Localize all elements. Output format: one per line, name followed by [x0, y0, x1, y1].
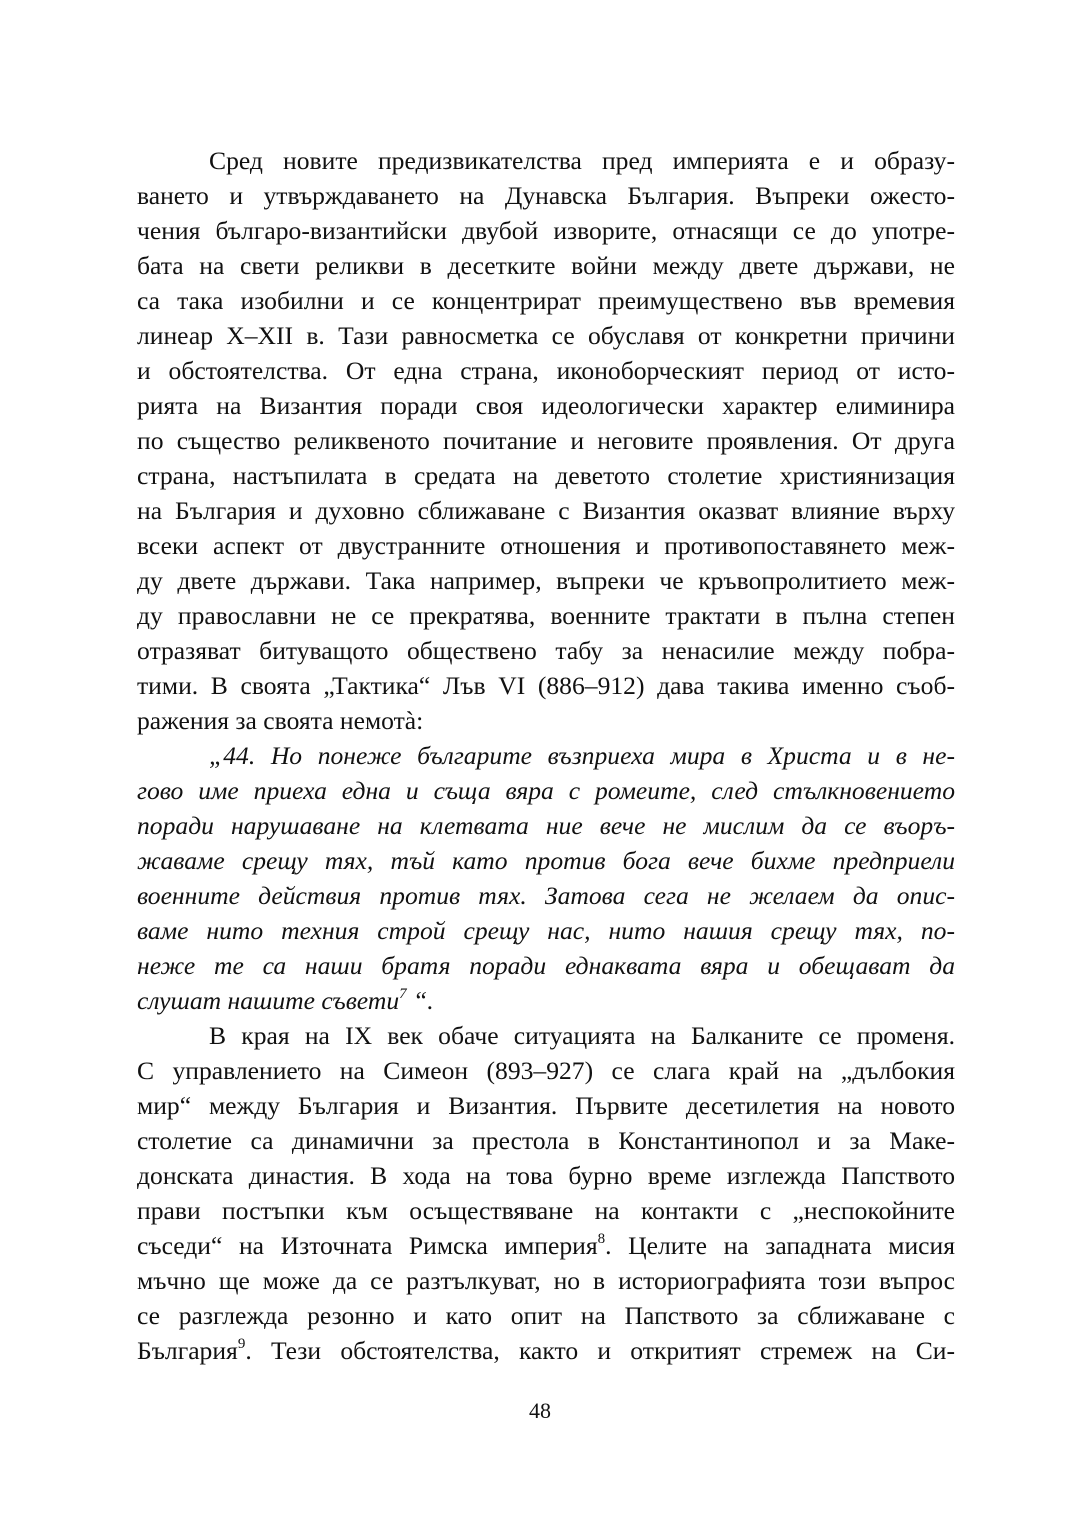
footnote-ref-7[interactable]: 7: [399, 986, 407, 1003]
text-line: чения българо-византийски двубой изворите, отнасящи се до употре-: [137, 216, 955, 245]
quote-line: жаваме срещу тях, тъй като против бога вече бихме предприели: [137, 846, 955, 875]
text-line: тими. В своята „Тактика“ Лъв VI (886–912) дава такива именно съоб-: [137, 671, 955, 700]
text-line: и обстоятелства. От една страна, иконоборческият период от исто-: [137, 356, 955, 385]
text-line: страна, настъпилата в средата на деветото столетие християнизация: [137, 461, 955, 490]
quote-closing: “.: [406, 986, 434, 1015]
paragraph-1: [137, 143, 955, 738]
text-line: Сред новите предизвикателства пред империята е и образу-: [209, 146, 955, 175]
footnote-ref-9[interactable]: 9: [237, 1336, 246, 1353]
text-line: отразяват битуващото обществено табу за ненасилие между побра-: [137, 636, 955, 665]
page-number: 48: [529, 1398, 551, 1423]
text-line: ду двете държави. Така например, въпреки че кръвопролитието меж-: [137, 566, 955, 595]
text-line: В края на IX век обаче ситуацията на Балканите се променя.: [209, 1021, 955, 1050]
text-line: на България и духовно сближаване с Византия оказват влияние върху: [137, 496, 955, 525]
text-line: С управлението на Симеон (893–927) се слага край на „дълбокия: [137, 1056, 955, 1085]
line-text-after: . Тези обстоятелства, както и откритият стремеж на Си-: [245, 1336, 955, 1365]
text-line: мир“ между България и Византия. Първите десетилетия на новото: [137, 1091, 955, 1120]
page-body: [137, 143, 955, 1368]
text-line: са така изобилни и се концентрират преимуществено във времевия: [137, 286, 955, 315]
text-line: линеар X–XII в. Тази равносметка се обуславя от конкретни причини: [137, 321, 955, 350]
text-line: [137, 1228, 955, 1263]
text-line: [137, 1333, 955, 1368]
block-quote: [137, 738, 955, 1018]
text-line: по същество реликвеното почитание и неговите проявления. От друга: [137, 426, 955, 455]
text-line: рията на Византия поради своя идеологически характер елиминира: [137, 391, 955, 420]
text-line: столетие са динамични за престола в Константинопол и за Маке-: [137, 1126, 955, 1155]
quote-line: „44. Но понеже българите възприеха мира в Христа и в не-: [209, 741, 955, 770]
footnote-ref-8[interactable]: 8: [597, 1231, 606, 1248]
quote-line: ваме нито техния строй срещу нас, нито нашия срещу тях, по-: [137, 916, 955, 945]
text-line: бата на свети реликви в десетките войни между двете държави, не: [137, 251, 955, 280]
text-line: ду православни не се прекратява, военните трактати в пълна степен: [137, 601, 955, 630]
text-line: донската династия. В хода на това бурно време изглежда Папството: [137, 1161, 955, 1190]
text-line: ването и утвърждаването на Дунавска България. Въпреки ожесто-: [137, 181, 955, 210]
text-line: ражения за своята немотà:: [137, 706, 424, 735]
quote-line: военните действия против тях. Затова сега не желаем да опис-: [137, 881, 955, 910]
line-text-before: България: [137, 1336, 238, 1365]
text-line: се разглежда резонно и като опит на Папството за сближаване с: [137, 1301, 955, 1330]
quote-last-text: слушат нашите съвети: [137, 986, 400, 1015]
quote-line: поради нарушаване на клетвата ние вече не мислим да се въоръ-: [137, 811, 955, 840]
quote-line: [137, 983, 955, 1018]
quote-line: гово име приеха една и съща вяра с ромеите, след стълкновението: [137, 776, 955, 805]
line-text-before: съседи“ на Източната Римска империя: [137, 1231, 598, 1260]
paragraph-2: [137, 1018, 955, 1368]
quote-line: неже те са наши братя поради еднаквата вяра и обещават да: [137, 951, 955, 980]
line-text-after: . Целите на западната мисия: [605, 1231, 956, 1260]
text-line: мъчно ще може да се разтълкуват, но в историографията този въпрос: [137, 1266, 955, 1295]
text-line: всеки аспект от двустранните отношения и противопоставянето меж-: [137, 531, 955, 560]
text-line: прави постъпки към осъществяване на контакти с „неспокойните: [137, 1196, 955, 1225]
